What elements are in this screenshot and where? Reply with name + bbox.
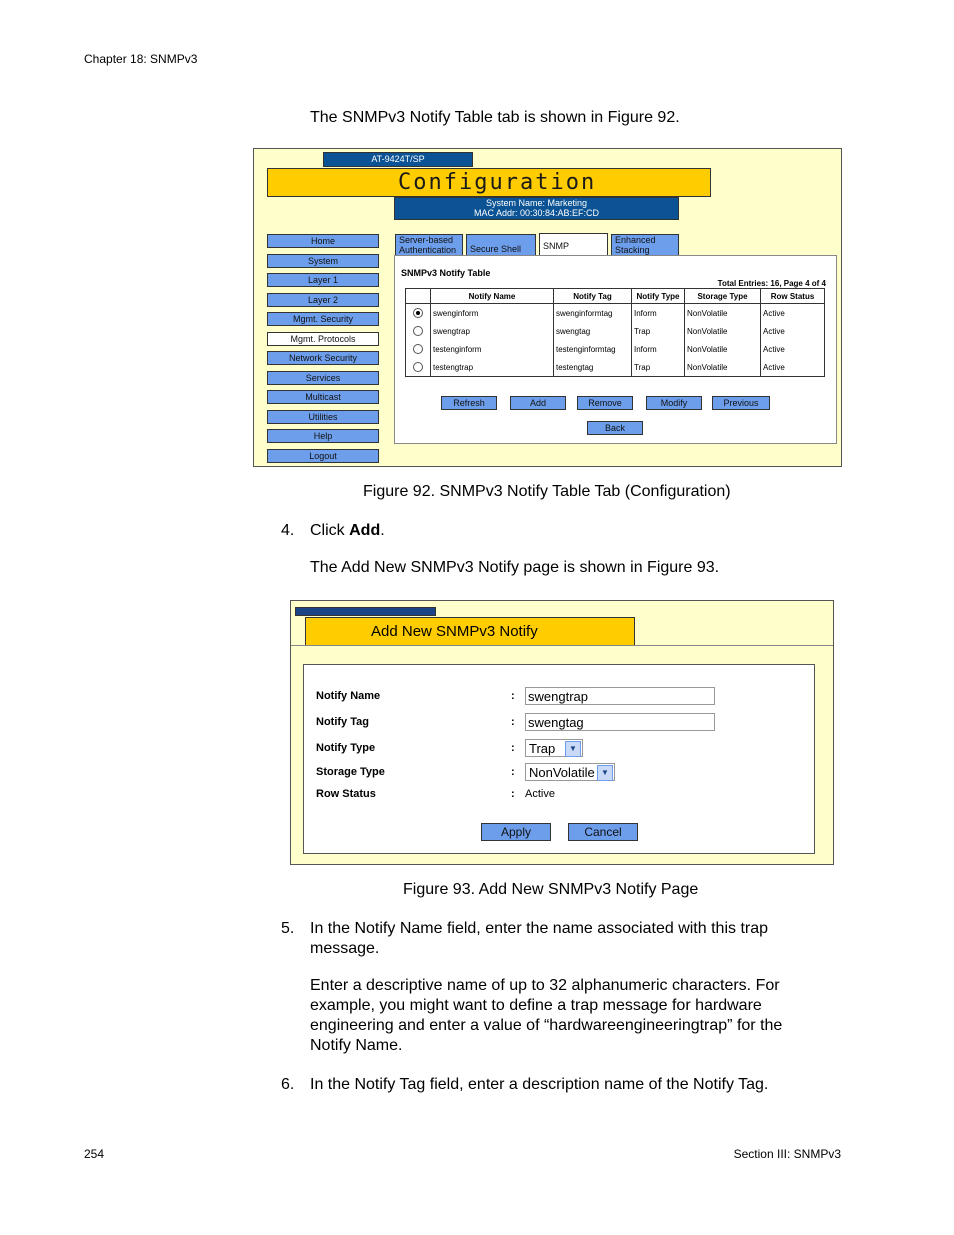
nav-layer1-button[interactable]: Layer 1 [267,273,379,287]
nav-logout-button[interactable]: Logout [267,449,379,463]
colon: : [511,788,515,800]
chevron-down-icon: ▼ [565,741,581,757]
tab-label-line2: Authentication [399,245,457,255]
figure-92-caption: Figure 92. SNMPv3 Notify Table Tab (Configuration) [363,483,731,500]
notify-table [405,288,825,377]
chevron-down-icon: ▼ [597,765,613,781]
table-row [406,304,825,323]
cell-storage-type: NonVolatile [685,304,761,323]
add-button[interactable]: Add [510,396,566,410]
nav-services-button[interactable]: Services [267,371,379,385]
table-row [406,322,825,340]
tab-secure-shell[interactable]: Secure Shell [466,234,536,255]
step-4-add-emphasis: Add [349,522,381,539]
storage-type-label: Storage Type [316,766,385,778]
notify-type-label: Notify Type [316,742,376,754]
cell-notify-tag: swenginformtag [554,304,632,323]
cell-notify-type: Trap [632,358,685,377]
cell-row-status: Active [761,322,825,340]
step-6-number: 6. [281,1076,295,1093]
cell-notify-type: Inform [632,304,685,323]
cell-row-status: Active [761,304,825,323]
step-4-number: 4. [281,522,295,539]
nav-mgmt-security-button[interactable]: Mgmt. Security [267,312,379,326]
chapter-header: Chapter 18: SNMPv3 [84,52,198,66]
cell-notify-tag: testengtag [554,358,632,377]
remove-button[interactable]: Remove [577,396,633,410]
step-5-paragraph [310,976,782,1056]
cell-row-status: Active [761,358,825,377]
column-header: Notify Type [632,289,685,304]
cell-notify-type: Inform [632,340,685,358]
step-4-suffix: . [380,522,385,539]
storage-type-select[interactable] [525,763,615,781]
paragraph-line: example, you might want to define a trap message for hardware [310,997,762,1014]
paragraph-line: Notify Name. [310,1037,403,1054]
row-status-label: Row Status [316,788,376,800]
column-header: Row Status [761,289,825,304]
previous-button[interactable]: Previous [712,396,770,410]
tab-enhanced-stacking[interactable] [611,234,679,255]
cancel-button[interactable]: Cancel [568,823,638,841]
page-number: 254 [84,1147,105,1161]
step-4-detail: The Add New SNMPv3 Notify page is shown in Figure 93. [310,559,720,576]
nav-utilities-button[interactable]: Utilities [267,410,379,424]
notify-table-panel [394,255,837,444]
column-header: Notify Name [431,289,554,304]
tab-server-based-authentication[interactable] [395,234,463,255]
cell-notify-type: Trap [632,322,685,340]
nav-mgmt-protocols-button[interactable]: Mgmt. Protocols [267,332,379,346]
refresh-button[interactable]: Refresh [441,396,497,410]
step-5-line: message. [310,940,380,957]
colon: : [511,716,515,728]
colon: : [511,766,515,778]
column-header: Notify Tag [554,289,632,304]
tab-label-line1: Enhanced [615,235,656,245]
cell-notify-name: testenginform [431,340,554,358]
figure-93-caption: Figure 93. Add New SNMPv3 Notify Page [403,881,699,898]
step-5-number: 5. [281,920,295,937]
section-footer: Section III: SNMPv3 [733,1147,841,1161]
tab-snmp[interactable]: SNMP [539,233,608,256]
table-row [406,340,825,358]
row-radio-button[interactable] [413,362,423,372]
back-button[interactable]: Back [587,421,643,435]
step-4-text [310,521,385,541]
cell-notify-name: swenginform [431,304,554,323]
cell-storage-type: NonVolatile [685,358,761,377]
colon: : [511,690,515,702]
cell-notify-name: testengtrap [431,358,554,377]
panel-title: SNMPv3 Notify Table [401,268,491,278]
nav-help-button[interactable]: Help [267,429,379,443]
add-notify-title: Add New SNMPv3 Notify [371,623,538,640]
configuration-title-bar [267,168,711,197]
intro-text: The SNMPv3 Notify Table tab is shown in Figure 92. [310,109,680,126]
add-notify-form [303,664,815,854]
tab-label-line2: Stacking [615,245,650,255]
step-6-text: In the Notify Tag field, enter a description name of the Notify Tag. [310,1076,769,1093]
notify-type-select[interactable] [525,739,583,757]
total-entries: Total Entries: 16, Page 4 of 4 [717,279,826,288]
step-4-prefix: Click [310,522,350,539]
nav-home-button[interactable]: Home [267,234,379,248]
notify-name-label: Notify Name [316,690,381,702]
figure-93-screenshot [290,600,834,865]
paragraph-line: Enter a descriptive name of up to 32 alphanumeric characters. For [310,977,780,994]
cell-row-status: Active [761,340,825,358]
cell-notify-tag: testenginformtag [554,340,632,358]
nav-layer2-button[interactable]: Layer 2 [267,293,379,307]
notify-name-input[interactable]: swengtrap [525,687,715,705]
configuration-title: Configuration [398,170,597,195]
cell-storage-type: NonVolatile [685,322,761,340]
device-model-bar: AT-9424T/SP [323,152,473,167]
cell-storage-type: NonVolatile [685,340,761,358]
row-radio-button[interactable] [413,326,423,336]
mac-address: MAC Addr: 00:30:84:AB:EF:CD [473,208,600,218]
notify-tag-label: Notify Tag [316,716,369,728]
paragraph-line: engineering and enter a value of “hardwareengineeringtrap” for the [310,1017,783,1034]
column-header: Storage Type [685,289,761,304]
cell-notify-tag: swengtag [554,322,632,340]
apply-button[interactable]: Apply [481,823,551,841]
system-info-bar [394,197,679,220]
header-strip [295,607,436,616]
nav-network-security-button[interactable]: Network Security [267,351,379,365]
notify-type-value: Trap [529,741,556,756]
select-column-header [406,289,431,304]
tab-label-line1: Server-based [399,235,454,245]
row-radio-button[interactable] [413,344,423,354]
table-row [406,358,825,377]
cell-notify-name: swengtrap [431,322,554,340]
storage-type-value: NonVolatile [529,765,595,780]
divider [291,645,833,646]
colon: : [511,742,515,754]
figure-92-screenshot [253,148,842,467]
row-status-value: Active [525,788,555,800]
notify-tag-input[interactable]: swengtag [525,713,715,731]
nav-system-button[interactable]: System [267,254,379,268]
system-name: System Name: Marketing [485,198,588,208]
step-5-text [310,919,768,959]
add-notify-title-bar [305,617,635,646]
step-5-line: In the Notify Name field, enter the name associated with this trap [310,920,769,937]
modify-button[interactable]: Modify [646,396,702,410]
nav-multicast-button[interactable]: Multicast [267,390,379,404]
row-radio-button[interactable] [413,308,423,318]
